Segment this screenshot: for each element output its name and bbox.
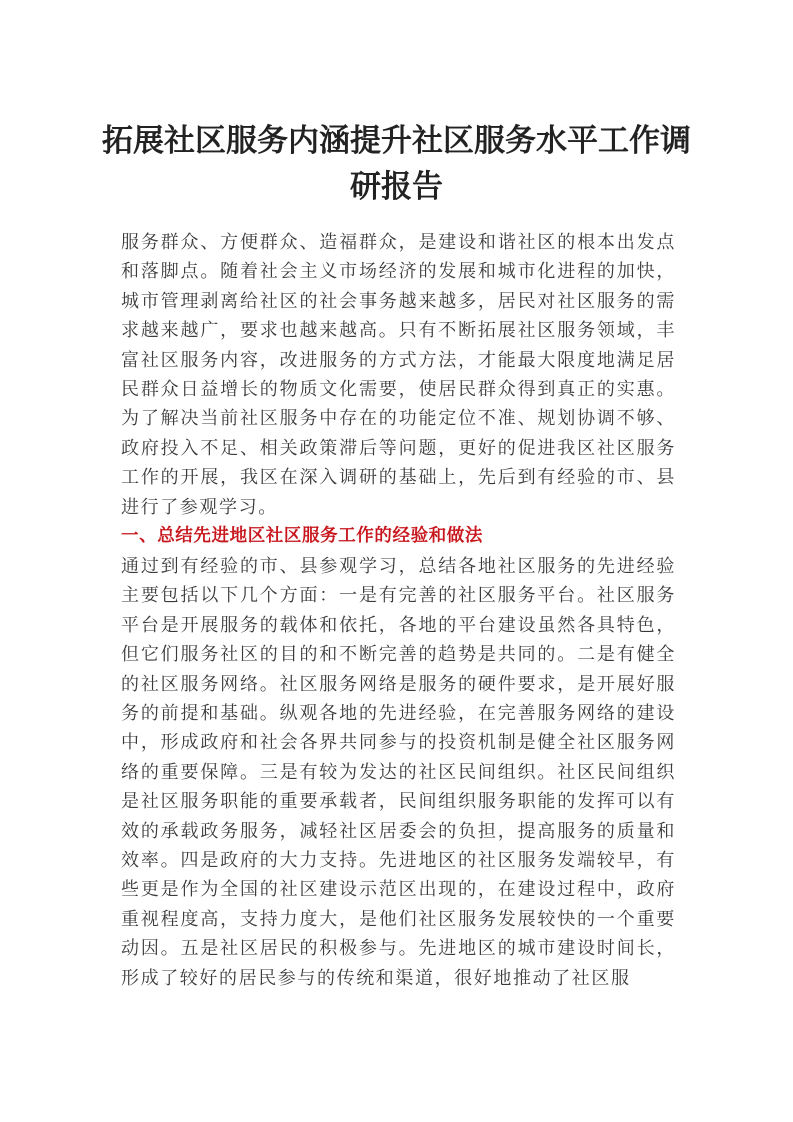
intro-paragraph: 服务群众、方便群众、造福群众，是建设和谐社区的根本出发点和落脚点。随着社会主义市场经济的发展和城市化进程的加快，城市管理剥离给社区的社会事务越来越多，居民对社区服务的需求越来越广，要求也越来越高。只有不断拓展社区服务领域，丰富社区服务内容，改进服务的方式方法，才能最大限度地满足居民群众日益增长的物质文化需要，使居民群众得到真正的实惠。为了解决当前社区服务中存在的功能定位不准、规划协调不够、政府投入不足、相关政策滞后等问题，更好的促进我区社区服务工作的开展，我区在深入调研的基础上，先后到有经验的市、县进行了参观学习。 — [121, 232, 676, 518]
page-title: 拓展社区服务内涵提升社区服务水平工作调研报告 — [102, 123, 691, 205]
section-heading-1: 一、总结先进地区社区服务工作的经验和做法 — [121, 526, 483, 546]
section-1-paragraph: 通过到有经验的市、县参观学习，总结各地社区服务的先进经验主要包括以下几个方面：一是有完善的社区服务平台。社区服务平台是开展服务的载体和依托，各地的平台建设虽然各具特色，但它们服务社区的目的和不断完善的趋势是共同的。二是有健全的社区服务网络。社区服务网络是服务的硬件要求，是开展好服务的前提和基础。纵观各地的先进经验，在完善服务网络的建设中，形成政府和社会各界共同参与的投资机制是健全社区服务网络的重要保障。三是有较为发达的社区民间组织。社区民间组织是社区服务职能的重要承载者，民间组织服务职能的发挥可以有效的承载政务服务，减轻社区居委会的负担，提高服务的质量和效率。四是政府的大力支持。先进地区的社区服务发端较早，有些更是作为全国的社区建设示范区出现的，在建设过程中，政府重视程度高，支持力度大，是他们社区服务发展较快的一个重要动因。五是社区居民的积极参与。先进地区的城市建设时间长，形成了较好的居民参与的传统和渠道，很好地推动了社区服 — [121, 556, 676, 989]
